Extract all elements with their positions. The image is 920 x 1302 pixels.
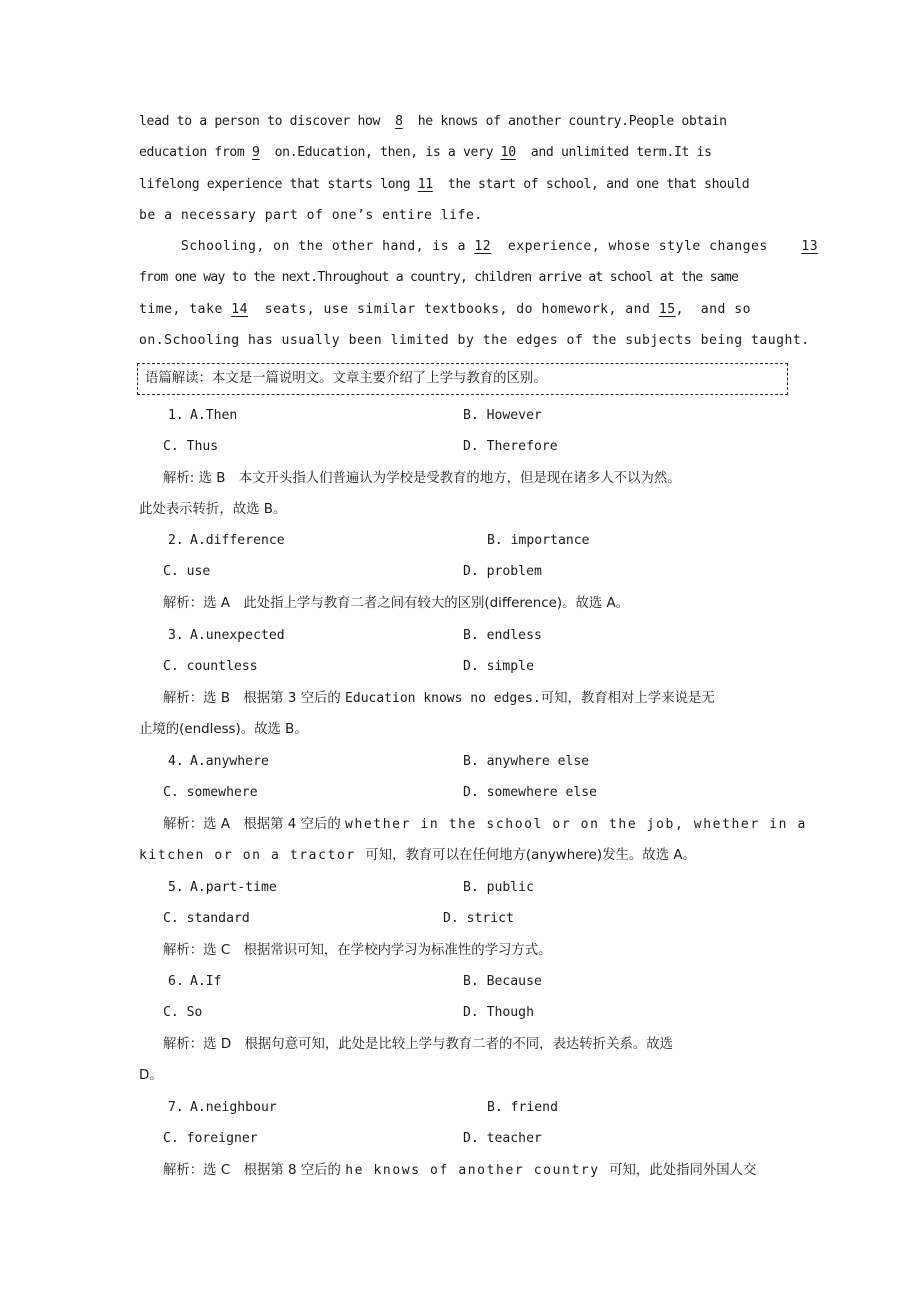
blank-14: 14 [231, 301, 249, 317]
option-d[interactable]: D. teacher [463, 1131, 542, 1147]
explanation-line [163, 809, 807, 840]
option-row-cd [0, 903, 920, 934]
question-number: 1. [168, 408, 184, 423]
explanation-text: 根据常识可知，在学校内学习为标准性的学习方式。 [243, 942, 552, 958]
option-d[interactable]: D. problem [463, 564, 542, 580]
explanation-answer: 解析：选 B [163, 690, 231, 706]
option-c[interactable]: C. standard [163, 911, 250, 927]
option-row-ab [0, 400, 920, 431]
option-row-ab [0, 966, 920, 997]
explanation-quote: whether in the school or on the job, whether in a [345, 816, 807, 832]
option-c[interactable]: C. Thus [163, 439, 219, 455]
option-row-cd [0, 777, 920, 808]
option-a[interactable]: A.If [190, 974, 222, 989]
question-block-3 [0, 620, 920, 745]
option-c[interactable]: C. foreigner [163, 1131, 258, 1147]
question-number: 6. [168, 974, 184, 989]
option-b[interactable]: B. anywhere else [463, 754, 590, 769]
explanation-text: 此处指上学与教育二者之间有较大的区别(difference)。故选 A。 [243, 595, 630, 611]
option-row-ab [0, 1092, 920, 1123]
question-block-4 [0, 746, 920, 871]
explanation-answer: 解析：选 A [163, 816, 230, 832]
question-block-7 [0, 1092, 920, 1186]
passage-text: experience, whose style changes [507, 239, 768, 255]
option-row-cd [0, 556, 920, 587]
option-row-cd [0, 1123, 920, 1154]
passage-text: time, take [139, 301, 223, 317]
option-d[interactable]: D. somewhere else [463, 785, 598, 801]
question-number: 4. [168, 754, 184, 769]
passage-line-5 [139, 231, 819, 262]
question-block-2 [0, 525, 920, 619]
explanation-line [163, 683, 715, 714]
blank-9: 9 [252, 145, 260, 161]
passage-text: on.Education, then, is a very [274, 145, 494, 161]
option-c[interactable]: C. countless [163, 659, 258, 675]
blank-15: 15 [658, 301, 676, 317]
explanation-line: D。 [139, 1067, 163, 1083]
passage-text: lead to a person to discover how [139, 114, 381, 129]
explanation-line [163, 1155, 756, 1186]
option-d[interactable]: D. Though [463, 1005, 534, 1021]
explanation-text: 根据第 4 空后的 [243, 816, 346, 832]
option-d[interactable]: D. simple [463, 659, 534, 675]
passage-text: and unlimited term.It is [530, 145, 712, 161]
explanation-line: 止境的(endless)。故选 B。 [139, 721, 308, 737]
question-number: 2. [168, 533, 184, 548]
passage-analysis-box [137, 363, 788, 395]
option-a[interactable]: A.Then [190, 408, 238, 423]
explanation-line [163, 1029, 673, 1060]
option-b[interactable]: B. However [463, 408, 542, 423]
blank-10: 10 [500, 145, 516, 161]
option-a[interactable]: A.unexpected [190, 628, 285, 643]
option-d[interactable]: D. strict [443, 911, 514, 927]
explanation-text: 可知，教育相对上学来说是无 [540, 690, 715, 706]
passage-text: education from [139, 145, 245, 161]
explanation-line [163, 588, 629, 619]
option-c[interactable]: C. somewhere [163, 785, 258, 801]
explanation-line [163, 463, 681, 494]
explanation-answer: 解析：选 C [163, 1162, 231, 1178]
passage-line-7 [139, 294, 784, 325]
option-row-ab [0, 872, 920, 903]
explanation-line: 此处表示转折，故选 B。 [139, 501, 287, 517]
passage-body [139, 106, 819, 356]
passage-text: be a necessary part of one’s entire life. [139, 207, 483, 223]
passage-text: , and so [675, 301, 752, 317]
option-b[interactable]: B. endless [463, 628, 542, 643]
passage-line-4 [139, 200, 784, 231]
explanation-quote: Education knows no edges. [345, 690, 541, 706]
passage-text: seats, use similar textbooks, do homework, and [264, 301, 651, 317]
option-b[interactable]: B. public [463, 880, 534, 895]
blank-12: 12 [474, 239, 492, 255]
explanation-text: 可知，教育可以在任何地方(anywhere)发生。故选 A。 [365, 847, 696, 863]
option-a[interactable]: A.neighbour [190, 1100, 277, 1115]
option-row-ab [0, 620, 920, 651]
explanation-quote: kitchen or on a tractor [139, 847, 366, 863]
option-row-ab [0, 746, 920, 777]
question-number: 5. [168, 880, 184, 895]
passage-line-2 [139, 137, 784, 168]
option-b[interactable]: B. importance [487, 533, 590, 548]
question-block-5 [0, 872, 920, 966]
option-row-cd [0, 997, 920, 1028]
explanation-answer: 解析：选 C [163, 942, 231, 958]
passage-line-6 [139, 262, 784, 293]
passage-text: he knows of another country.People obtain [417, 114, 727, 129]
explanation-text: 本文开头指人们普遍认为学校是受教育的地方，但是现在诸多人不以为然。 [238, 470, 681, 486]
option-b[interactable]: B. Because [463, 974, 542, 989]
blank-13: 13 [801, 239, 819, 255]
passage-analysis-text: 语篇解读：本文是一篇说明文。文章主要介绍了上学与教育的区别。 [145, 371, 547, 386]
passage-text: Schooling, on the other hand, is a [180, 239, 466, 255]
passage-line-1 [139, 106, 784, 137]
passage-text: on.Schooling has usually been limited by the edges of the subjects being taught. [139, 333, 810, 349]
option-a[interactable]: A.part-time [190, 880, 277, 895]
option-row-cd [0, 651, 920, 682]
option-c[interactable]: C. So [163, 1005, 203, 1021]
question-block-6 [0, 966, 920, 1091]
option-row-cd [0, 431, 920, 462]
explanation-line [163, 935, 552, 966]
explanation-answer: 解析：选 D [163, 1036, 232, 1052]
question-number: 3. [168, 628, 184, 643]
explanation-text: 根据第 3 空后的 [243, 690, 346, 706]
passage-text: from one way to the next.Throughout a country, children arrive at school at the same [139, 270, 739, 286]
passage-line-3 [139, 169, 784, 200]
option-a[interactable]: A.difference [190, 533, 285, 548]
passage-text: lifelong experience that starts long [139, 176, 411, 192]
option-a[interactable]: A.anywhere [190, 754, 269, 769]
option-b[interactable]: B. friend [487, 1100, 558, 1115]
option-row-ab [0, 525, 920, 556]
option-c[interactable]: C. use [163, 564, 211, 580]
explanation-text: 根据句意可知，此处是比较上学与教育二者的不同，表达转折关系。故选 [244, 1036, 674, 1052]
option-d[interactable]: D. Therefore [463, 439, 558, 455]
explanation-answer: 解析：选 A [163, 595, 230, 611]
blank-8: 8 [395, 114, 403, 129]
explanation-quote: he knows of another country [345, 1162, 610, 1178]
explanation-answer: 解析: 选 B [163, 470, 226, 486]
question-number: 7. [168, 1100, 184, 1115]
explanation-text: 可知，此处指同外国人交 [609, 1162, 757, 1178]
question-block-1 [0, 400, 920, 525]
blank-11: 11 [417, 176, 433, 192]
explanation-line [139, 840, 696, 871]
passage-line-8 [139, 325, 810, 356]
passage-text: the start of school, and one that should [447, 176, 750, 192]
explanation-text: 根据第 8 空后的 [243, 1162, 346, 1178]
